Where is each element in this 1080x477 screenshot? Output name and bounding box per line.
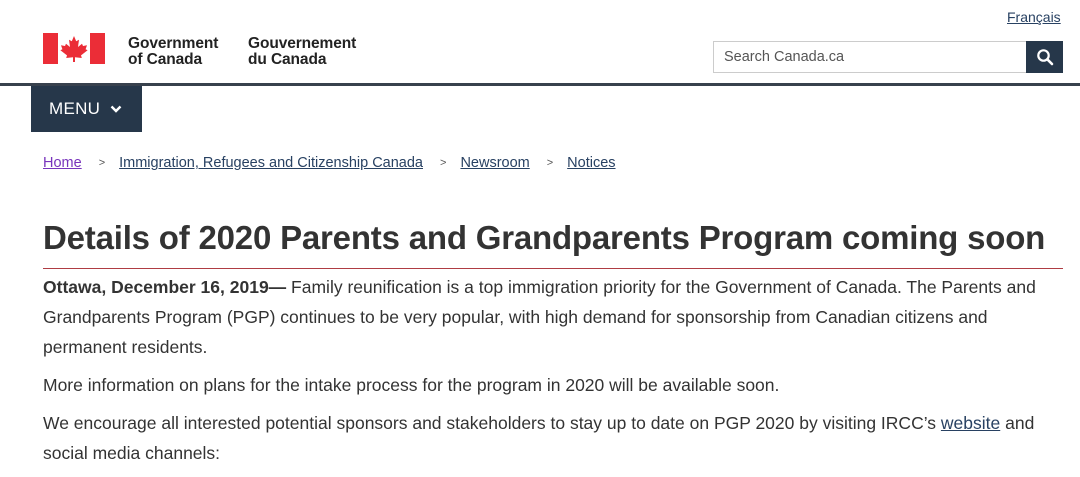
canada-flag-icon	[43, 33, 105, 64]
breadcrumb-newsroom[interactable]: Newsroom	[460, 155, 530, 171]
breadcrumb-home[interactable]: Home	[43, 155, 82, 171]
header-divider	[0, 83, 1080, 86]
language-toggle-link[interactable]: Français	[1007, 9, 1061, 25]
dateline: Ottawa, December 16, 2019—	[43, 277, 287, 297]
menu-button[interactable]: MENU	[31, 86, 142, 132]
article-paragraph: More information on plans for the intake process for the program in 2020 will be available soon.	[43, 375, 780, 395]
chevron-down-icon	[110, 105, 122, 113]
search-icon	[1036, 48, 1054, 66]
breadcrumb-notices[interactable]: Notices	[567, 155, 616, 171]
government-of-canada-signature[interactable]	[43, 33, 378, 68]
breadcrumb-ircc[interactable]: Immigration, Refugees and Citizenship Canada	[119, 155, 423, 171]
page-title: Details of 2020 Parents and Grandparents Program coming soon	[43, 219, 1063, 269]
signature-english: Government of Canada	[128, 35, 219, 68]
breadcrumb-separator: >	[546, 157, 554, 169]
breadcrumb	[43, 155, 616, 171]
search-button[interactable]	[1026, 41, 1063, 73]
signature-french: Gouvernement du Canada	[248, 35, 357, 68]
breadcrumb-separator: >	[98, 157, 106, 169]
site-search	[713, 41, 1063, 73]
article-body	[43, 272, 1043, 476]
website-link[interactable]: website	[940, 413, 1001, 433]
breadcrumb-separator: >	[440, 157, 447, 169]
article-paragraph: We encourage all interested potential sponsors and stakeholders to stay up to date on PGP 2020 by visiting IRCC’s website and social media channels:	[43, 413, 1035, 463]
article-paragraph: Ottawa, December 16, 2019— Family reunification is a top immigration priority for the Government of Canada. The Parents and Grandparents Program (PGP) continues to be very popular, with high demand for sponsorship from Canadian citizens and permanent residents.	[43, 277, 1036, 357]
search-input[interactable]	[713, 41, 1026, 73]
